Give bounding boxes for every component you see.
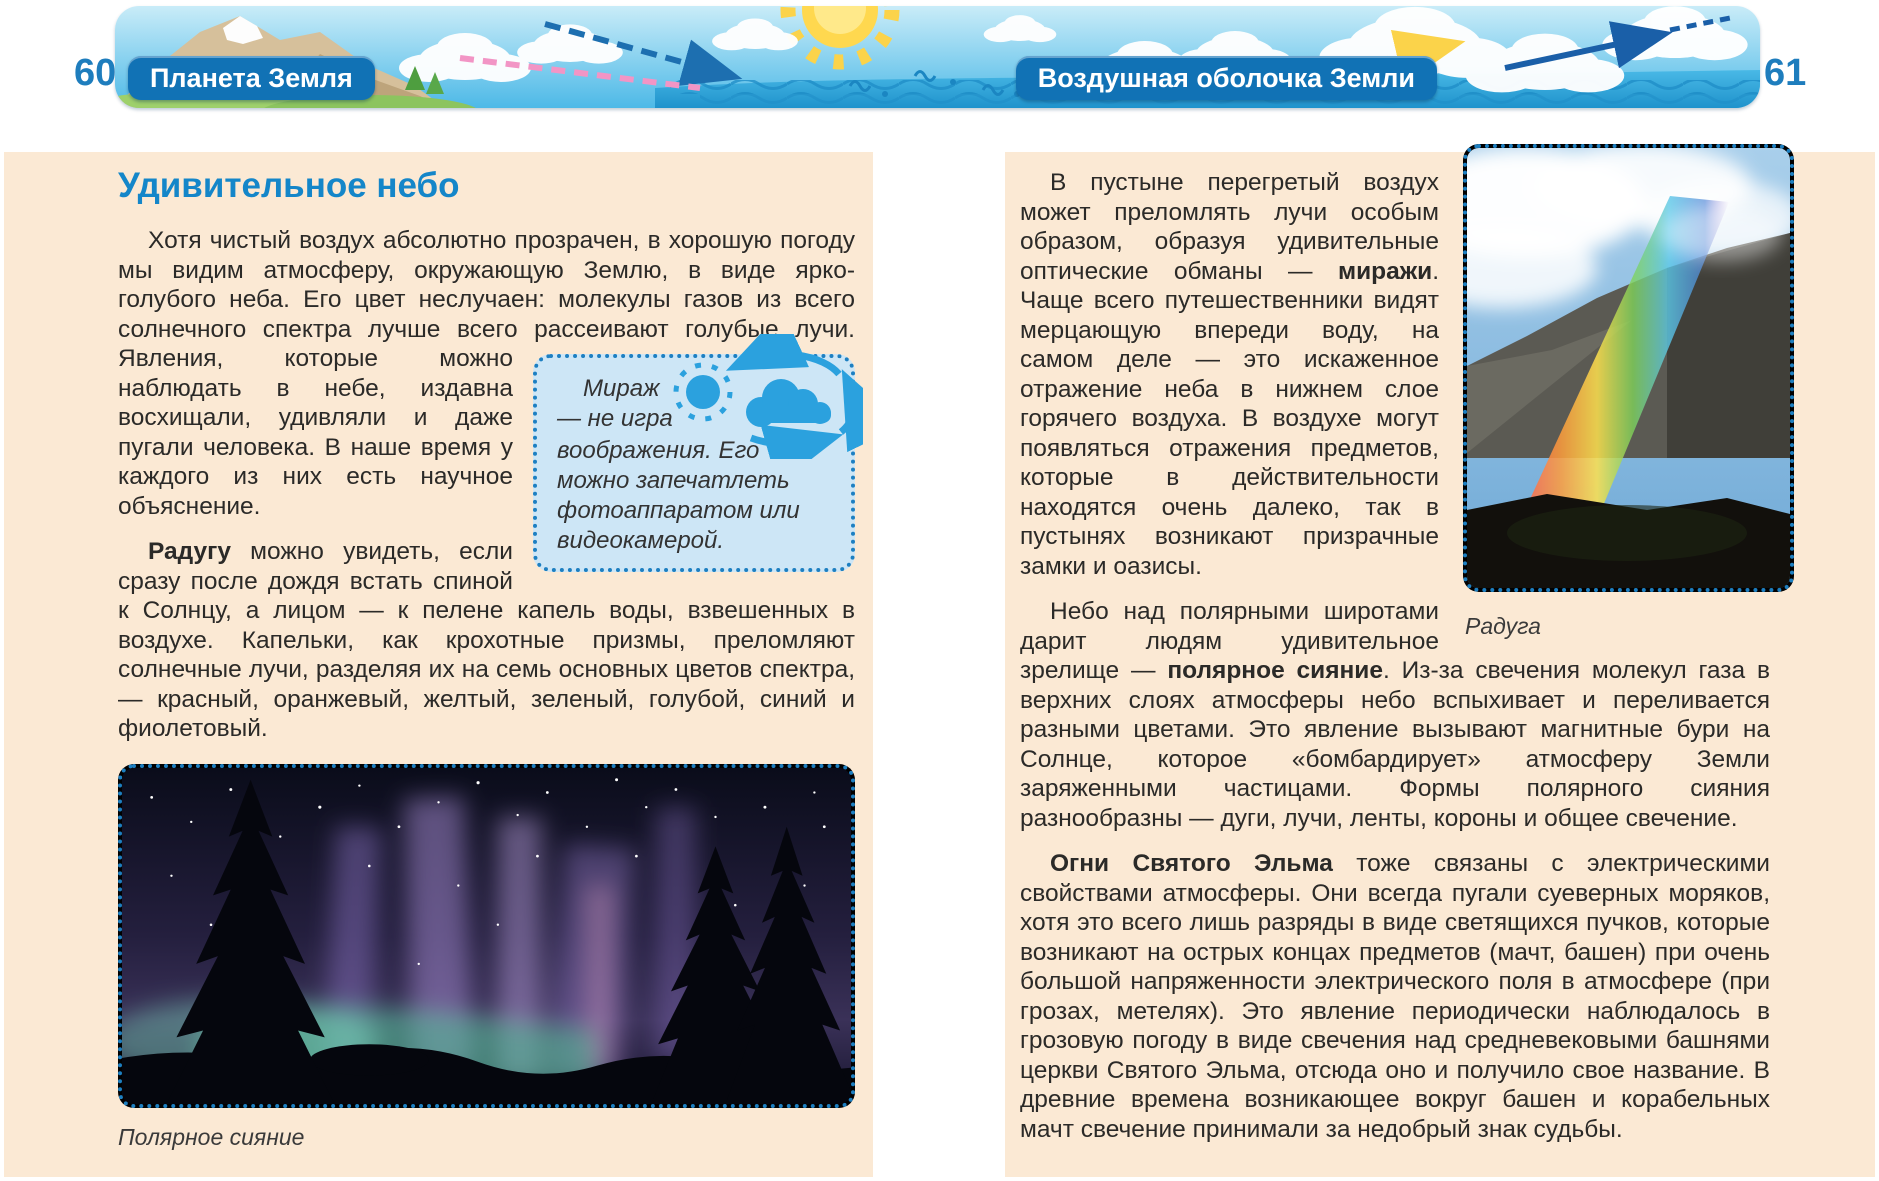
mirage-callout	[533, 354, 855, 572]
left-page	[4, 152, 873, 1177]
page-title: Удивительное небо	[118, 166, 460, 205]
callout-icon-spacer	[689, 374, 837, 436]
aurora-caption: Полярное сияние	[118, 1123, 305, 1150]
paragraph-text: Небо над полярными широтами дарит людям удивительное зрелище —	[1020, 598, 1439, 684]
paragraph-mirage	[1020, 168, 1770, 639]
paragraph-text: . Из-за свечения молекул газа в верхних слоях атмосферы небо вспыхивает и переливается разными цветами. Это явление вызывают магнитные бури на Солнце, которое «бомбардирует» атмосферу Земли заряженными частицами. Формы полярного сияния разнообразны — дуги, лучи, ленты, короны и общее свечение.	[1020, 657, 1770, 832]
callout-text: Мираж — не игра воображения. Его можно запечатлеть фотоаппаратом или видеокамерой.	[557, 375, 800, 554]
series-badge: Планета Земля	[128, 56, 375, 100]
paragraph-text: В пустыне перегретый воздух может преломлять лучи особым образом, образуя удивительные оптические обманы —	[1020, 169, 1439, 285]
keyword-aurora: полярное сияние	[1167, 657, 1383, 684]
aurora-photo	[118, 764, 855, 1108]
paragraph-st-elmo	[1020, 849, 1770, 1144]
paragraph-text: тоже связаны с электрическими свойствами атмосферы. Они всегда пугали суеверных моряков, хотя это всего лишь разряды в виде светящихся пучков, которые возникают на острых концах предметов (мачт, башен) при очень большой напряженности электрического поля в атмосфере (при грозах, метелях). Это явление периодически наблюдалось в грозовую погоду в виде свечения над средневековыми башнями церкви Святого Эльма, отсюда оно и получило свое название. В древние времена возникающее вокруг башен и корабельных мачт свечение принимали за недобрый знак судьбы.	[1020, 850, 1770, 1143]
chapter-badge: Воздушная оболочка Земли	[1016, 56, 1437, 100]
right-page	[1005, 152, 1875, 1177]
paragraph-text: можно увидеть, если сразу после дождя встать спиной к Солнцу, а лицом — к пелене капель воды, взвешенных в воздухе. Капельки, как крохотные призмы, преломляют солнечные лучи, разделяя их на семь основных цветов спектра, — красный, оранжевый, желтый, зеленый, голубой, синий и фиолетовый.	[118, 538, 855, 742]
callout-box	[533, 354, 855, 572]
keyword-rainbow: Радугу	[148, 538, 231, 565]
keyword-mirage: миражи	[1337, 257, 1433, 285]
page-number-right: 61	[1764, 52, 1807, 94]
rainbow-photo	[1463, 144, 1794, 592]
page-number-left: 60	[74, 52, 117, 94]
rainbow-caption: Радуга	[1465, 613, 1541, 639]
paragraph-text: Явления, которые можно наблюдать в небе, издавна восхищали, удивляли и даже пугали человека. В наше время у каждого из них есть научное объяснение.	[118, 345, 513, 520]
foreground-ridge	[1467, 494, 1790, 588]
rainbow-figure	[1463, 144, 1794, 642]
paragraph-text: Хотя чистый воздух абсолютно прозрачен, в хорошую погоду мы видим атмосферу, окружающую Землю, в виде ярко-голубого неба. Его цвет неслучаен: молекулы газов из всего солнечного спектра лучше всего рассеивают голубые лучи.	[118, 227, 855, 343]
keyword-st-elmo: Огни Святого Эльма	[1050, 850, 1333, 877]
paragraph-text: . Чаще всего путешественники видят мерцающую впереди воду, на самом деле — это искаженное отражение неба в нижнем слое горячего воздуха. В воздухе могут появляться отражения предметов, которые в действительности находятся очень далеко, так в пустынях возникают призрачные замки и оазисы.	[1020, 257, 1439, 580]
